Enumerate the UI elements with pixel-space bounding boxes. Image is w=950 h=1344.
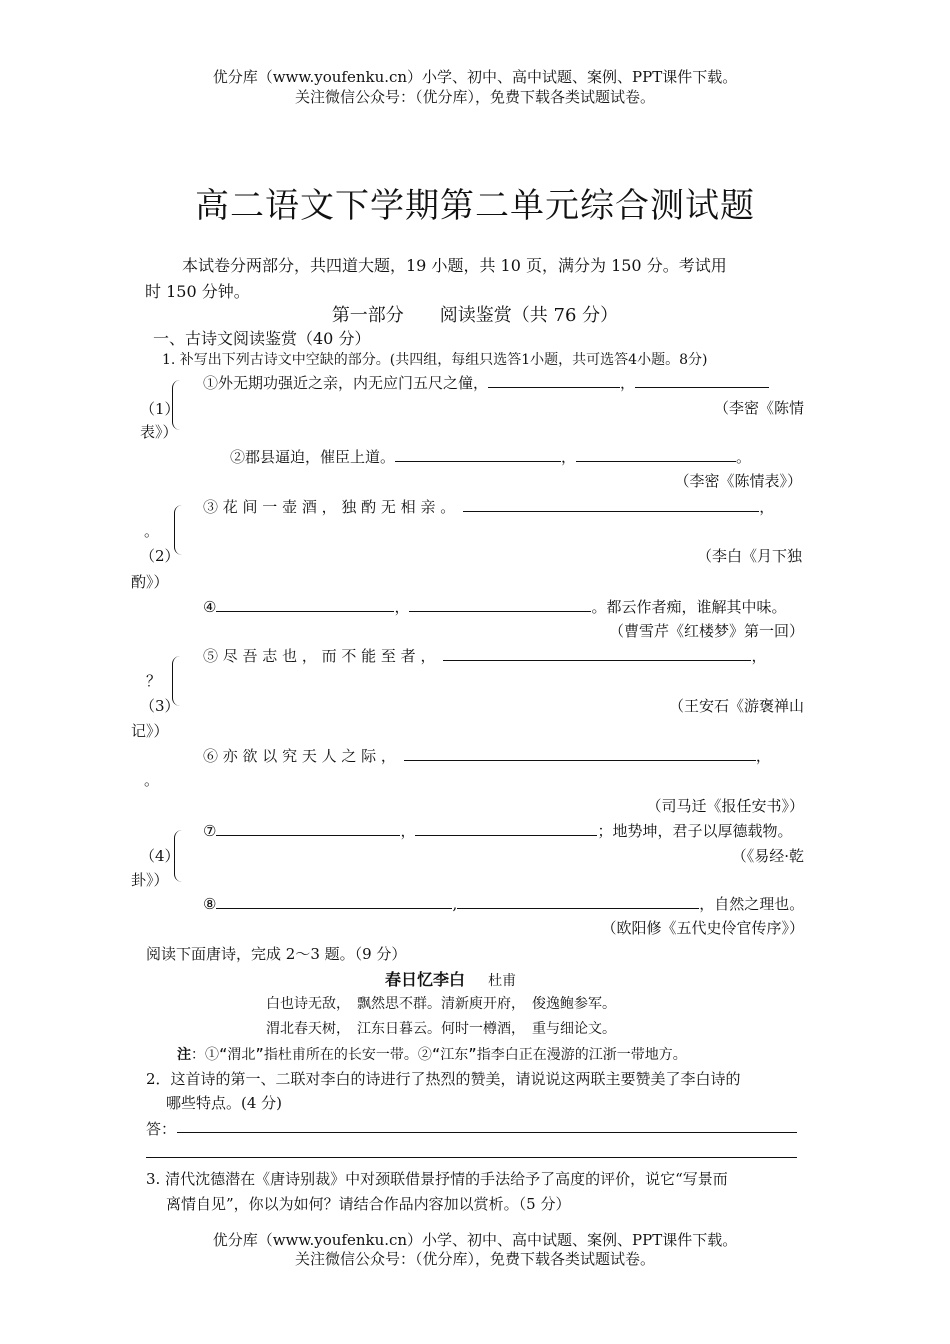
comma: ， [620, 374, 636, 392]
item-7-text: ⑦ [203, 822, 217, 840]
item-2 [230, 446, 751, 467]
item-1-text: ①外无期功强近之亲，内无应门五尺之僮， [203, 374, 489, 392]
item-6-source: （司马迁《报任安书》） [646, 797, 804, 815]
group-2-dot: 。 [144, 522, 160, 540]
item-5-source: （王安石《游褒禅山 [668, 697, 804, 715]
answer-label: 答： [146, 1120, 177, 1138]
answer-line-1[interactable] [177, 1132, 797, 1133]
comma: ， [400, 822, 416, 840]
item-6-text: ⑥ 亦 欲 以 究 天 人 之 际 ， [203, 747, 396, 765]
part-heading: 第一部分 阅读鉴赏（共 76 分） [331, 305, 619, 326]
group-3-label: （3） [140, 697, 180, 715]
blank[interactable] [415, 820, 597, 836]
blank[interactable] [216, 596, 394, 612]
item-4-source: （曹雪芹《红楼梦》第一回） [608, 622, 804, 640]
item-6-dot: 。 [144, 771, 160, 789]
comma: ， [755, 747, 771, 765]
note-text: ：①“渭北”指杜甫所在的长安一带。②“江东”指李白正在漫游的江浙一带地方。 [191, 1047, 687, 1063]
item-3-text: ③ 花 间 一 壶 酒 ， 独 酌 无 相 亲 。 [203, 498, 456, 516]
item-2-text: ②郡县逼迫，催臣上道。 [230, 448, 396, 466]
group-1-label: （1） [140, 400, 180, 418]
note-label: 注 [177, 1047, 191, 1063]
blank[interactable] [409, 596, 591, 612]
question-3-line-2: 离情自见”，你以为如何？请结合作品内容加以赏析。（5 分） [166, 1195, 571, 1213]
intro-line-2: 时 150 分钟。 [145, 282, 250, 301]
blank[interactable] [395, 446, 561, 462]
poem-note [177, 1044, 687, 1064]
item-2-source: （李密《陈情表》） [674, 472, 802, 490]
comma: , [452, 895, 458, 913]
poem-title: 春日忆李白 [385, 970, 466, 989]
item-8-text: ⑧ [203, 895, 217, 913]
group-2-label: （2） [140, 547, 180, 565]
page-title: 高二语文下学期第二单元综合测试题 [195, 186, 755, 226]
item-5-text: ⑤ 尽 吾 志 也 ， 而 不 能 至 者 ， [203, 647, 436, 665]
blank[interactable] [488, 372, 620, 388]
blank[interactable] [457, 893, 699, 909]
blank[interactable] [216, 820, 400, 836]
item-4 [203, 596, 786, 617]
section-heading: 一、古诗文阅读鉴赏（40 分） [153, 329, 371, 348]
blank[interactable] [576, 446, 736, 462]
group-2-tail: 酌》） [131, 573, 169, 591]
blank[interactable] [443, 645, 751, 661]
group-1-tail: 表》） [140, 423, 178, 441]
item-1 [203, 372, 769, 393]
item-6 [203, 745, 771, 766]
group-3-q: ？ [146, 672, 162, 690]
item-7-source: （《易经·乾 [731, 847, 804, 865]
question-2-line-1: 2．这首诗的第一、二联对李白的诗进行了热烈的赞美，请说说这两联主要赞美了李白诗的 [146, 1070, 741, 1088]
group-3-tail: 记》） [131, 722, 169, 740]
intro-line-1: 本试卷分两部分，共四道大题，19 小题，共 10 页，满分为 150 分。考试用 [182, 256, 727, 275]
item-4-text: ④ [203, 598, 217, 616]
poem-heading [385, 967, 516, 990]
footer-line-2: 关注微信公众号：（优分库），免费下载各类试题试卷。 [294, 1250, 655, 1268]
header-line-1: 优分库（www.youfenku.cn）小学、初中、高中试题、案例、PPT课件下载。 [212, 68, 738, 86]
period: 。 [736, 448, 752, 466]
comma: ， [759, 498, 775, 516]
poem-line-1: 白也诗无敌， 飘然思不群。清新庾开府， 俊逸鲍参军。 [266, 996, 616, 1012]
blank[interactable] [404, 745, 756, 761]
item-3-source: （李白《月下独 [696, 547, 802, 565]
poem-line-2: 渭北春天树， 江东日暮云。何时一樽酒， 重与细论文。 [266, 1021, 616, 1037]
question-1: 1. 补写出下列古诗文中空缺的部分。(共四组，每组只选答1小题，共可选答4小题。8分) [162, 352, 708, 368]
header-line-2: 关注微信公众号：（优分库），免费下载各类试题试卷。 [294, 88, 655, 106]
footer-line-1: 优分库（www.youfenku.cn）小学、初中、高中试题、案例、PPT课件下载。 [212, 1231, 738, 1249]
item-8-source: （欧阳修《五代史伶官传序》） [601, 919, 804, 937]
blank[interactable] [463, 496, 759, 512]
item-5 [203, 645, 766, 666]
comma: ， [561, 448, 577, 466]
group-4-label: （4） [140, 847, 180, 865]
item-8-end: ，自然之理也。 [699, 895, 805, 913]
item-7-end: ；地势坤，君子以厚德载物。 [597, 822, 793, 840]
poem-instruction: 阅读下面唐诗，完成 2～3 题。（9 分） [146, 945, 407, 963]
item-7 [203, 820, 792, 841]
blank[interactable] [216, 893, 452, 909]
group-4-tail: 卦》） [131, 871, 169, 889]
answer-line-2[interactable] [146, 1157, 797, 1158]
item-3 [203, 496, 774, 517]
question-2-line-2: 哪些特点。(4 分) [166, 1094, 283, 1112]
item-4-end: 。都云作者痴，谁解其中味。 [591, 598, 787, 616]
item-1-source: （李密《陈情 [713, 399, 804, 417]
item-8 [203, 893, 804, 914]
blank[interactable] [635, 372, 769, 388]
question-3-line-1: 3. 清代沈德潜在《唐诗别裁》中对颈联借景抒情的手法给予了高度的评价，说它“写景而 [146, 1170, 728, 1188]
poem-author: 杜甫 [488, 973, 517, 989]
comma: ， [751, 647, 767, 665]
comma: ， [394, 598, 410, 616]
